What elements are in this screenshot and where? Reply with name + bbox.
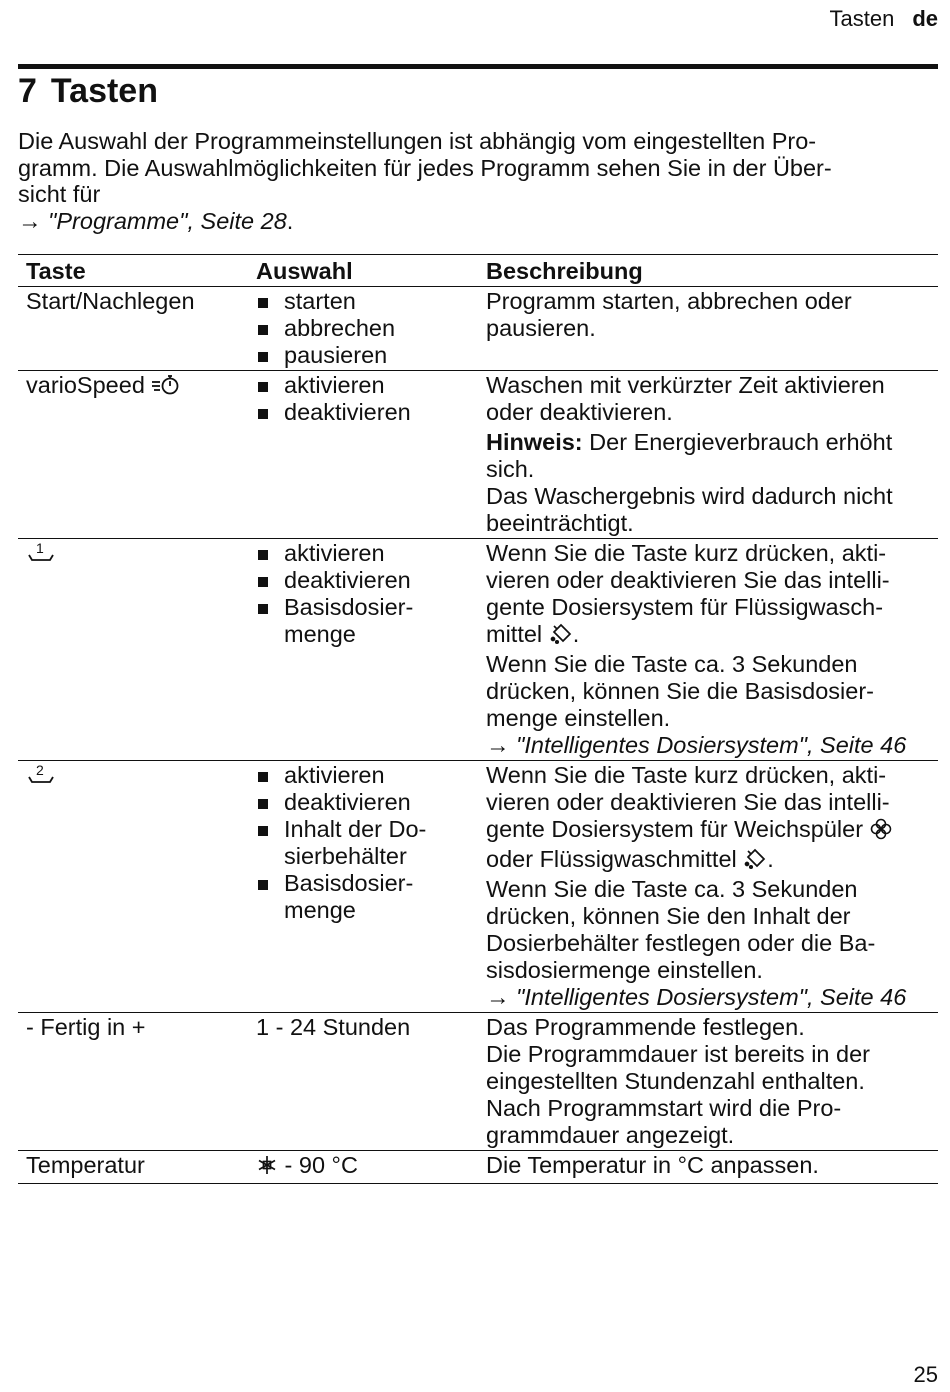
keys-table [18, 254, 938, 1184]
option-list [256, 540, 478, 648]
description-text: Die Temperatur in °C anpassen. [486, 1152, 819, 1178]
selection-cell [248, 287, 478, 371]
description-cell [478, 1151, 938, 1184]
selection-cell: 1 - 24 Stunden [248, 1013, 478, 1151]
column-header-key: Taste [18, 255, 248, 287]
option-item: Basisdosier-menge [256, 870, 478, 924]
description-text-part: Wenn Sie die Taste ca. 3 Sekunden drücken, können Sie die Basisdosier-menge einstellen. [486, 651, 874, 731]
xref-arrow-icon: → [18, 207, 42, 234]
cold-snowflake-icon [256, 1154, 278, 1182]
table-header-row [18, 255, 938, 287]
table-row [18, 287, 938, 371]
description-text-part: Nach Programmstart wird die Pro-grammdauer angezeigt. [486, 1095, 842, 1148]
key-cell [18, 371, 248, 539]
description-text: Programm starten, abbrechen oder pausieren. [486, 288, 852, 341]
intro-line-3: sicht für [18, 181, 101, 207]
xref-arrow-icon: → [486, 984, 510, 1010]
description-text [486, 1014, 938, 1149]
option-item: aktivieren [256, 540, 478, 567]
option-item: aktivieren [256, 372, 478, 399]
description-text: Wenn Sie die Taste kurz drücken, akti-vieren oder deaktivieren Sie das intelli-gente Dosiersystem für Weichspüler oder Flüssigwaschmittel . Wenn Sie die Taste ca. 3 Sekunden drücken, können Sie den Inhalt der Dosierbehälter festlegen oder die Ba-sisdosiermenge einstellen. → "Intelligentes Dosiersystem", Seite 46 [486, 762, 907, 1010]
page-number: 25 [913, 1362, 938, 1387]
description-text-part: Das Programmende festlegen. [486, 1014, 805, 1040]
dosing-system-xref-link[interactable]: "Intelligentes Dosiersystem", Seite 46 [516, 984, 907, 1010]
xref-arrow-icon: → [486, 732, 510, 758]
table-row [18, 371, 938, 539]
option-list [256, 288, 478, 369]
table-row [18, 761, 938, 1013]
programme-xref-link[interactable]: "Programme", Seite 28 [48, 207, 287, 234]
intro-xref-end: . [286, 207, 294, 234]
description-text-part: oder Flüssigwaschmittel [486, 846, 737, 872]
intro-line-1: Die Auswahl der Programmeinstellungen ist abhängig vom eingestellten Pro- [18, 128, 817, 154]
description-cell [478, 761, 938, 1013]
description-text-part: Wenn Sie die Taste kurz drücken, akti-vieren oder deaktivieren Sie das intelli-gente Dosiersystem für Weichspüler [486, 762, 890, 842]
variospeed-stopwatch-icon [151, 374, 181, 402]
dosing-system-xref-link[interactable]: "Intelligentes Dosiersystem", Seite 46 [516, 732, 907, 758]
liquid-detergent-icon [549, 623, 573, 651]
chapter-title [18, 72, 158, 111]
note-text: Der Energieverbrauch erhöht sich. [486, 429, 893, 482]
description-text-part: Wenn Sie die Taste kurz drücken, akti-vieren oder deaktivieren Sie das intelli-gente Dosiersystem für Flüssigwasch-mittel [486, 540, 890, 647]
selection-cell [248, 761, 478, 1013]
key-cell [18, 761, 248, 1013]
column-header-selection: Auswahl [248, 255, 478, 287]
description-cell [478, 287, 938, 371]
table-row [18, 1151, 938, 1184]
key-cell [18, 539, 248, 761]
option-item: Inhalt der Do-sierbehälter [256, 816, 478, 870]
chapter-number: 7 [18, 72, 37, 110]
intro-line-2: gramm. Die Auswahlmöglichkeiten für jedes Programm sehen Sie in der Über- [18, 154, 832, 181]
intro-paragraph [18, 128, 928, 234]
running-header-section: Tasten [829, 6, 895, 31]
liquid-detergent-icon [743, 848, 767, 876]
option-item: deaktivieren [256, 399, 478, 426]
option-item: Basisdosier-menge [256, 594, 478, 648]
dosing-tank-1-glyph: 1 [36, 540, 44, 556]
dosing-tank-2-glyph: 2 [36, 762, 44, 778]
option-item: aktivieren [256, 762, 478, 789]
note-paragraph [486, 429, 938, 537]
chapter-title-text: Tasten [50, 72, 158, 110]
table-row [18, 539, 938, 761]
option-item: pausieren [256, 342, 478, 369]
description-text: Wenn Sie die Taste kurz drücken, akti-vieren oder deaktivieren Sie das intelli-gente Dosiersystem für Flüssigwasch-mittel . Wenn Sie die Taste ca. 3 Sekunden drücken, können Sie die Basisdosier-menge einstellen. → "Intelligentes Dosiersystem", Seite 46 [486, 540, 907, 758]
table-row [18, 1013, 938, 1151]
option-list [256, 372, 478, 426]
key-cell: - Fertig in + [18, 1013, 248, 1151]
option-item: deaktivieren [256, 789, 478, 816]
selection-cell [248, 539, 478, 761]
option-item: abbrechen [256, 315, 478, 342]
description-cell [478, 1013, 938, 1151]
key-cell: Temperatur [18, 1151, 248, 1184]
dosing-tank-1-icon [26, 540, 56, 572]
column-header-description: Beschreibung [478, 255, 938, 287]
temperature-range: - 90 °C [284, 1152, 358, 1178]
heading-rule [18, 64, 938, 69]
selection-cell [248, 371, 478, 539]
description-cell [478, 539, 938, 761]
note-text-2: Das Waschergebnis wird dadurch nicht beeinträchtigt. [486, 483, 893, 536]
language-code: de [912, 6, 938, 31]
description-text: Waschen mit verkürzter Zeit aktivieren oder deaktivieren. [486, 372, 885, 425]
key-cell: Start/Nachlegen [18, 287, 248, 371]
description-cell [478, 371, 938, 539]
option-item: starten [256, 288, 478, 315]
fabric-softener-icon [870, 818, 892, 846]
note-label: Hinweis: [486, 429, 583, 455]
option-list [256, 762, 478, 924]
key-label: varioSpeed [26, 372, 145, 398]
selection-cell [248, 1151, 478, 1184]
description-text-part: Wenn Sie die Taste ca. 3 Sekunden drücken, können Sie den Inhalt der Dosierbehälter festlegen oder die Ba-sisdosiermenge einstellen. [486, 876, 876, 983]
option-item: deaktivieren [256, 567, 478, 594]
dosing-tank-2-icon [26, 762, 56, 794]
description-text-part: Die Programmdauer ist bereits in der eingestellten Stundenzahl enthalten. [486, 1041, 870, 1094]
running-header [829, 6, 938, 32]
